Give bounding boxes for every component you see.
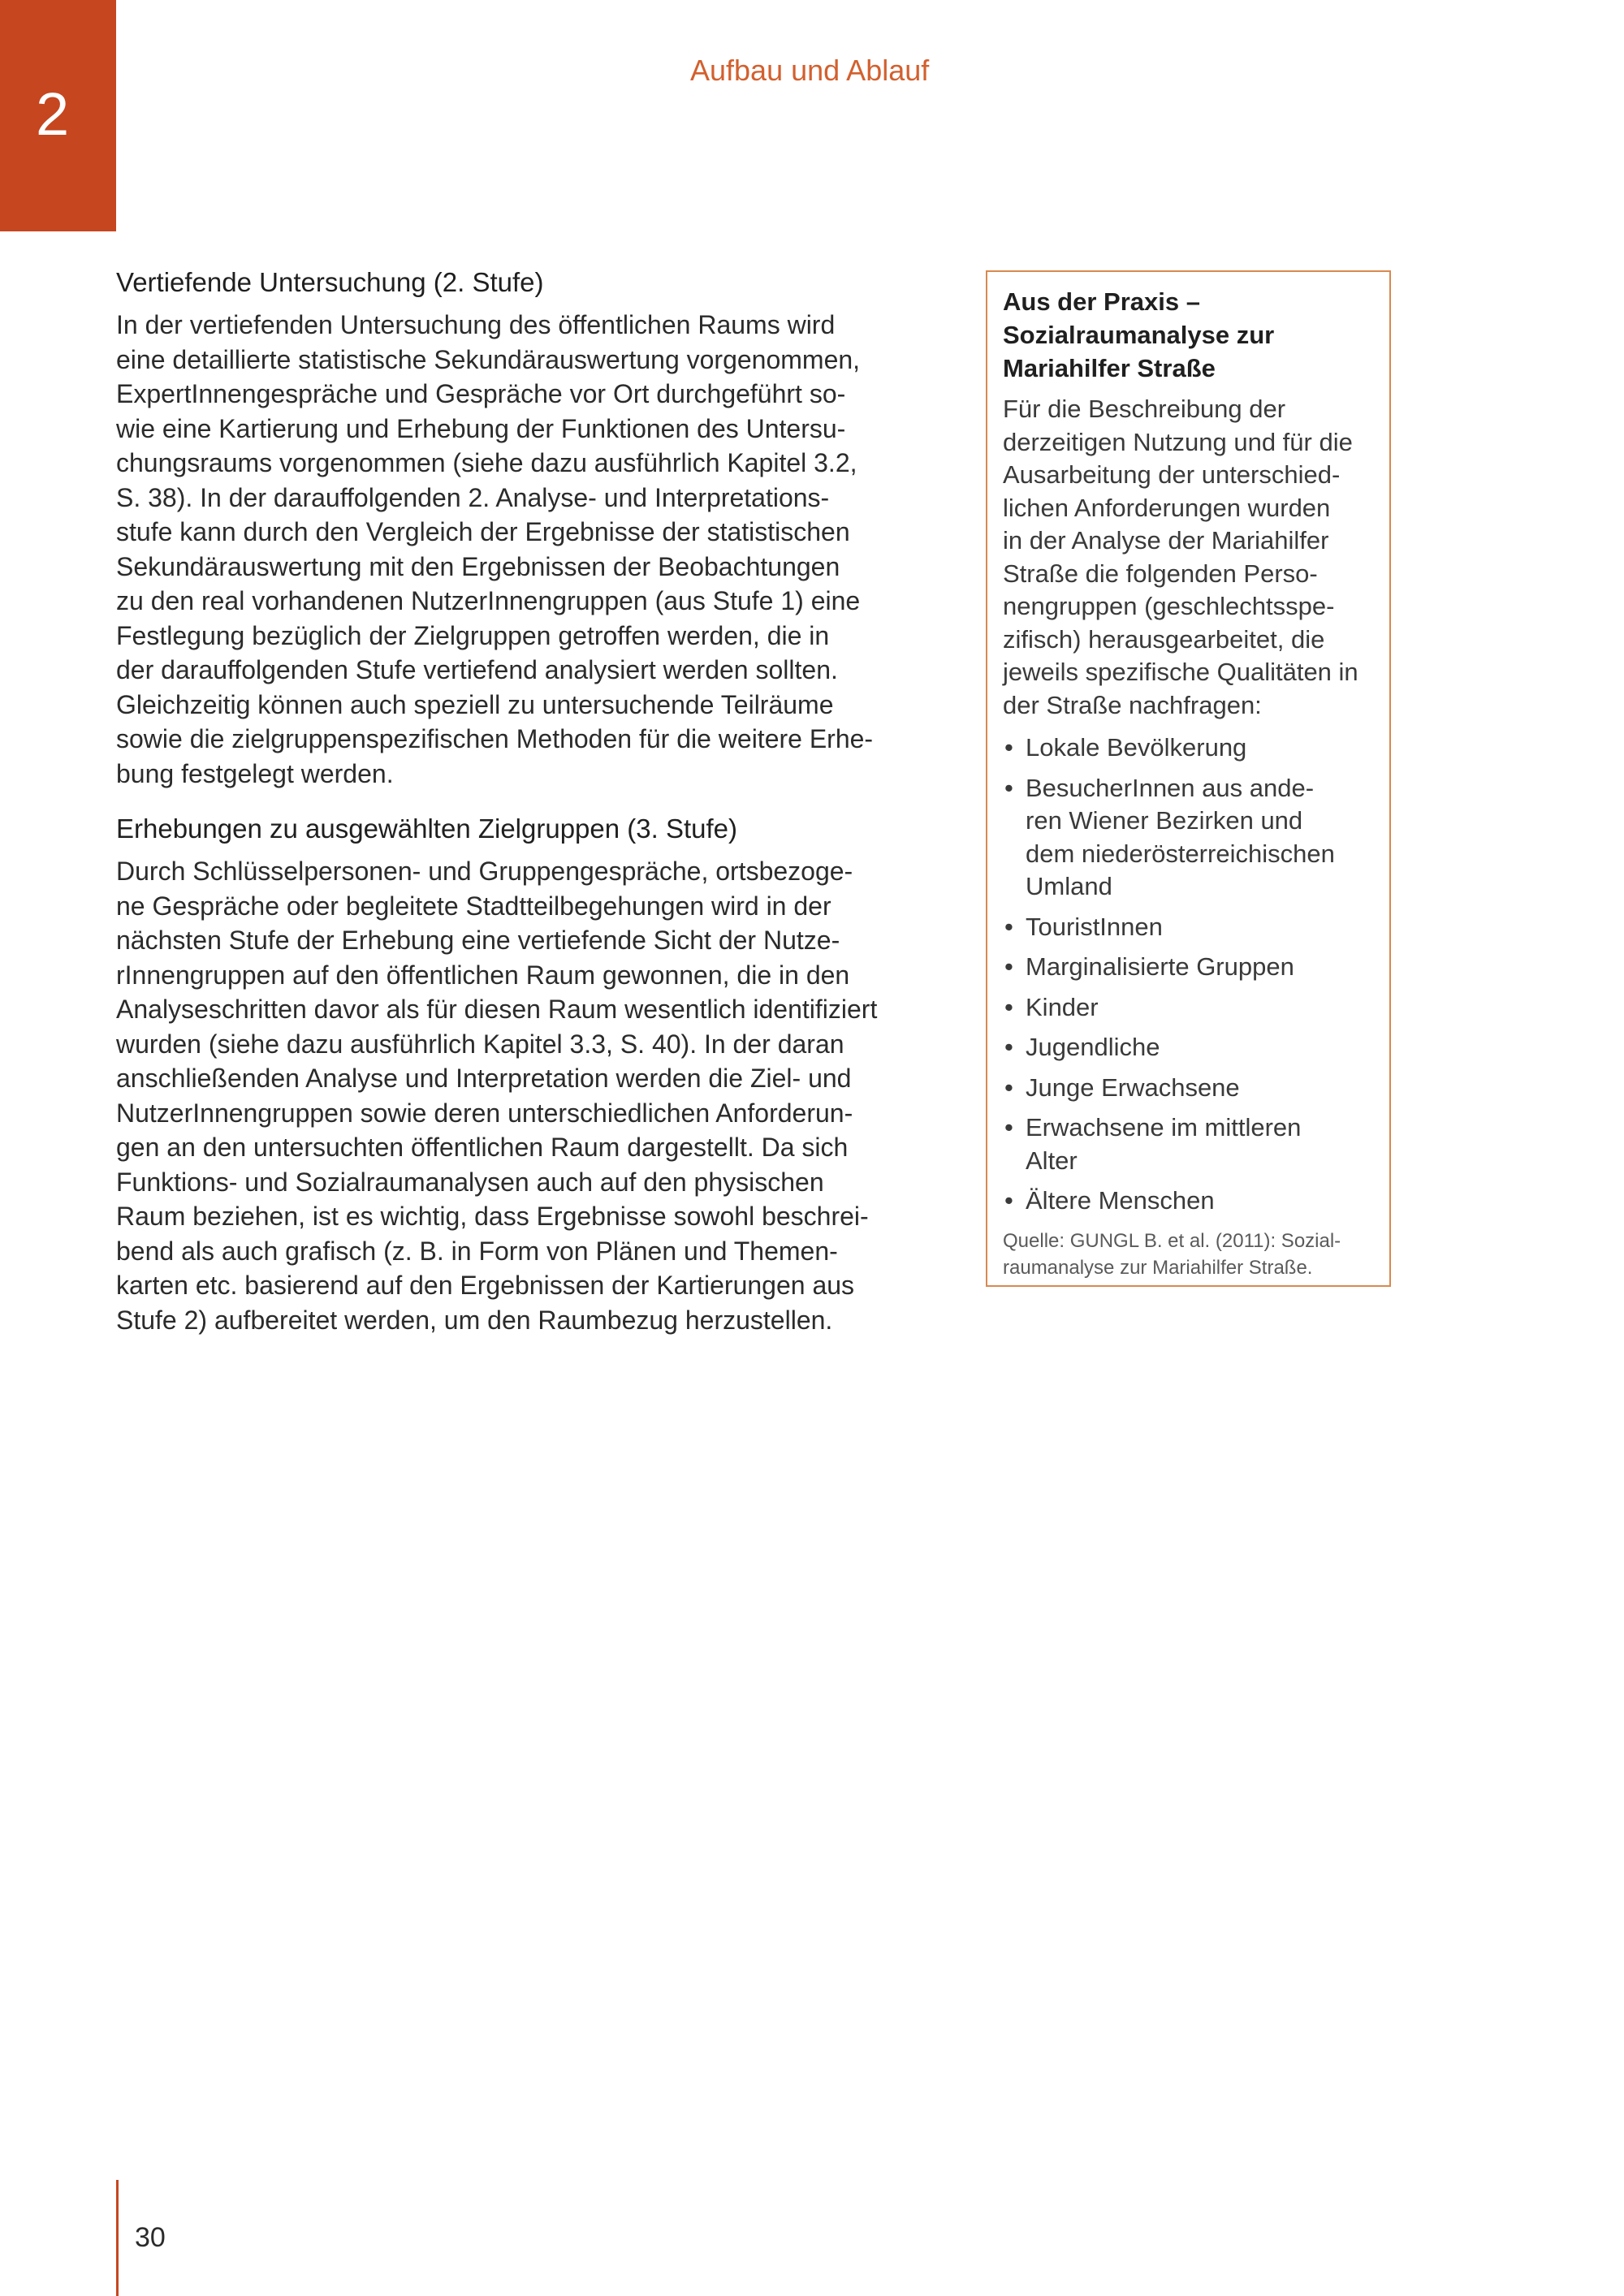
sidebar-intro-line: in der Analyse der Mariahilfer — [1003, 526, 1329, 555]
bullet-icon: • — [1004, 1033, 1013, 1061]
section-paragraph — [116, 308, 944, 791]
sidebar-intro-line: Für die Beschreibung der — [1003, 395, 1286, 423]
list-item — [1003, 732, 1375, 765]
list-item — [1003, 951, 1375, 984]
paragraph-line: Durch Schlüsselpersonen- und Gruppengespräche, ortsbezoge- — [116, 857, 853, 886]
bullet-icon: • — [1004, 1186, 1013, 1215]
section-paragraph — [116, 854, 944, 1337]
paragraph-line: karten etc. basierend auf den Ergebnissen der Kartierungen aus — [116, 1271, 855, 1300]
footer-divider — [116, 2180, 119, 2296]
paragraph-line: wurden (siehe dazu ausführlich Kapitel 3.3, S. 40). In der daran — [116, 1029, 844, 1059]
list-item-line: BesucherInnen aus ande- — [1026, 773, 1315, 802]
bullet-icon: • — [1004, 773, 1013, 802]
paragraph-line: eine detaillierte statistische Sekundärauswertung vorgenommen, — [116, 344, 861, 374]
sidebar-intro-line: jeweils spezifische Qualitäten in — [1003, 658, 1358, 686]
paragraph-line: sowie die zielgruppenspezifischen Methoden für die weitere Erhe- — [116, 724, 874, 753]
paragraph-line: Festlegung bezüglich der Zielgruppen getroffen werden, die in — [116, 620, 830, 650]
source-citation — [1003, 1228, 1375, 1281]
bullet-icon: • — [1004, 992, 1013, 1021]
sidebar-intro-line: lichen Anforderungen wurden — [1003, 493, 1331, 522]
list-item-line: ren Wiener Bezirken und — [1026, 806, 1303, 835]
list-item-line: dem niederösterreichischen — [1026, 839, 1335, 868]
paragraph-line: anschließenden Analyse und Interpretation werden die Ziel- und — [116, 1064, 852, 1093]
paragraph-line: ne Gespräche oder begleitete Stadtteilbegehungen wird in der — [116, 891, 831, 921]
running-title: Aufbau und Ablauf — [690, 54, 930, 87]
sidebar-intro-line: derzeitigen Nutzung und für die — [1003, 427, 1353, 456]
paragraph-line: NutzerInnengruppen sowie deren unterschiedlichen Anforderun- — [116, 1098, 853, 1128]
paragraph-line: bend als auch grafisch (z. B. in Form von Plänen und Themen- — [116, 1236, 838, 1266]
section-heading: Vertiefende Untersuchung (2. Stufe) — [116, 267, 544, 297]
paragraph-line: Funktions- und Sozialraumanalysen auch auf den physischen — [116, 1167, 824, 1197]
sidebar-intro-line: Straße die folgenden Perso- — [1003, 559, 1318, 588]
paragraph-line: In der vertiefenden Untersuchung des öffentlichen Raums wird — [116, 310, 836, 339]
section-erhebungen-zielgruppen — [116, 812, 944, 1337]
list-item-line: Junge Erwachsene — [1026, 1072, 1240, 1102]
bullet-icon: • — [1004, 1113, 1013, 1142]
paragraph-line: ExpertInnengespräche und Gespräche vor Ort durchgeführt so- — [116, 379, 846, 408]
paragraph-line: gen an den untersuchten öffentlichen Raum dargestellt. Da sich — [116, 1133, 849, 1162]
paragraph-line: stufe kann durch den Vergleich der Ergebnisse der statistischen — [116, 517, 850, 546]
paragraph-line: zu den real vorhandenen NutzerInnengruppen (aus Stufe 1) eine — [116, 586, 861, 615]
sidebar-intro-line: nengruppen (geschlechtsspe- — [1003, 592, 1335, 620]
paragraph-line: Gleichzeitig können auch speziell zu untersuchende Teilräume — [116, 689, 834, 719]
list-item — [1003, 1185, 1375, 1218]
page-number: 30 — [135, 2222, 166, 2253]
list-item — [1003, 911, 1375, 944]
person-group-list — [1003, 732, 1375, 1218]
paragraph-line: S. 38). In der darauffolgenden 2. Analyse- und Interpretations- — [116, 482, 830, 512]
section-spacer — [116, 791, 944, 812]
list-item-line: Marginalisierte Gruppen — [1026, 952, 1294, 981]
sidebar-title-line: Aus der Praxis – — [1003, 287, 1200, 316]
bullet-icon: • — [1004, 952, 1013, 981]
sidebar-title-line: Mariahilfer Straße — [1003, 354, 1216, 382]
source-line: Quelle: GUNGL B. et al. (2011): Sozial- — [1003, 1229, 1341, 1252]
list-item-line: Umland — [1026, 872, 1112, 900]
list-item — [1003, 772, 1375, 904]
list-item-line: Kinder — [1026, 992, 1099, 1021]
list-item — [1003, 991, 1375, 1025]
bullet-icon: • — [1004, 733, 1013, 762]
paragraph-line: Analyseschritten davor als für diesen Raum wesentlich identifiziert — [116, 995, 878, 1024]
bullet-icon: • — [1004, 1072, 1013, 1102]
sidebar-intro-line: Ausarbeitung der unterschied- — [1003, 460, 1341, 489]
sidebar-intro-line: zifisch) herausgearbeitet, die — [1003, 624, 1325, 654]
bullet-icon: • — [1004, 912, 1013, 941]
paragraph-line: chungsraums vorgenommen (siehe dazu ausführlich Kapitel 3.2, — [116, 448, 857, 477]
sidebar-title — [1003, 285, 1375, 385]
list-item-line: Jugendliche — [1026, 1033, 1160, 1061]
paragraph-line: bung festgelegt werden. — [116, 758, 394, 788]
list-item-line: Erwachsene im mittleren — [1026, 1113, 1302, 1142]
paragraph-line: wie eine Kartierung und Erhebung der Funktionen des Untersu- — [116, 413, 846, 443]
paragraph-line: Raum beziehen, ist es wichtig, dass Ergebnisse sowohl beschrei- — [116, 1202, 869, 1231]
list-item-line: TouristInnen — [1026, 912, 1163, 941]
paragraph-line: Stufe 2) aufbereitet werden, um den Raumbezug herzustellen. — [116, 1305, 833, 1335]
paragraph-line: Sekundärauswertung mit den Ergebnissen der Beobachtungen — [116, 551, 840, 581]
practice-sidebar-box — [986, 270, 1391, 1287]
list-item — [1003, 1111, 1375, 1177]
chapter-tab — [0, 0, 116, 231]
list-item-line: Lokale Bevölkerung — [1026, 733, 1247, 762]
paragraph-line: rInnengruppen auf den öffentlichen Raum gewonnen, die in den — [116, 960, 850, 990]
section-vertiefende-untersuchung — [116, 265, 944, 791]
paragraph-line: der darauffolgenden Stufe vertiefend analysiert werden sollten. — [116, 655, 838, 684]
chapter-number: 2 — [36, 80, 70, 148]
paragraph-line: nächsten Stufe der Erhebung eine vertiefende Sicht der Nutze- — [116, 926, 840, 955]
list-item — [1003, 1072, 1375, 1105]
list-item — [1003, 1031, 1375, 1064]
list-item-line: Alter — [1026, 1146, 1078, 1175]
list-item-line: Ältere Menschen — [1026, 1186, 1215, 1215]
sidebar-title-line: Sozialraumanalyse zur — [1003, 321, 1275, 349]
main-column — [116, 265, 944, 1337]
section-heading: Erhebungen zu ausgewählten Zielgruppen (3. Stufe) — [116, 814, 738, 844]
sidebar-intro — [1003, 393, 1375, 722]
sidebar-intro-line: der Straße nachfragen: — [1003, 690, 1262, 719]
source-line: raumanalyse zur Mariahilfer Straße. — [1003, 1256, 1313, 1279]
